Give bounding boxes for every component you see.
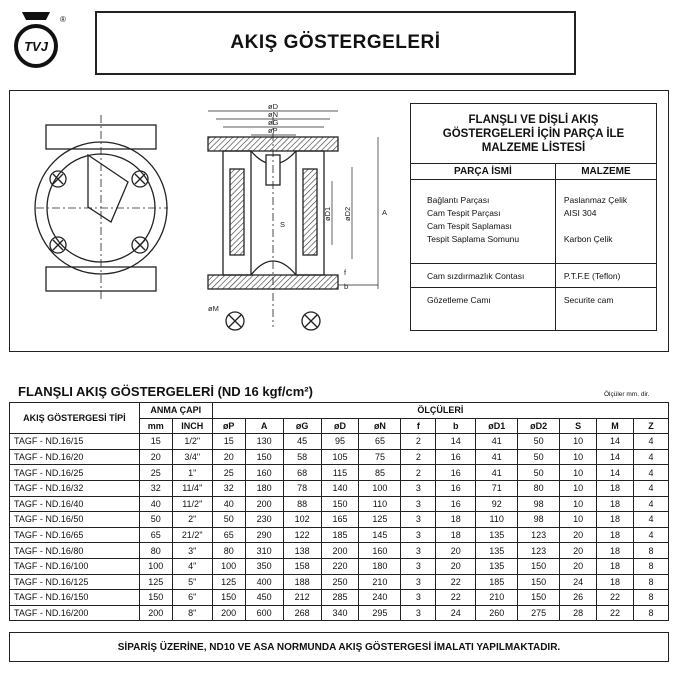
value-cell: 18 [436, 512, 476, 528]
svg-text:øP: øP [268, 126, 278, 135]
table-row [10, 605, 669, 621]
value-cell: 210 [359, 574, 401, 590]
value-cell: 260 [476, 605, 518, 621]
value-cell: 123 [518, 543, 560, 559]
value-cell: 20 [436, 543, 476, 559]
value-cell: 200 [212, 605, 245, 621]
value-cell: 310 [245, 543, 283, 559]
value-cell: 180 [359, 558, 401, 574]
value-cell: 65 [212, 527, 245, 543]
svg-text:b: b [344, 282, 349, 291]
value-cell: 15 [212, 434, 245, 450]
value-cell: 268 [283, 605, 321, 621]
technical-drawing [18, 97, 410, 347]
table-row [10, 590, 669, 606]
value-cell: 16 [436, 449, 476, 465]
subheader-cell: øN [359, 418, 401, 434]
value-cell: 10 [560, 480, 597, 496]
value-cell: 100 [139, 558, 172, 574]
value-cell: 3 [401, 496, 436, 512]
value-cell: 4 [633, 496, 668, 512]
value-cell: 160 [245, 465, 283, 481]
value-cell: 3 [401, 605, 436, 621]
svg-text:f: f [344, 268, 347, 277]
value-cell: 14 [597, 465, 634, 481]
value-cell: 123 [518, 527, 560, 543]
svg-text:A: A [382, 208, 388, 217]
subheader-cell: øD [321, 418, 359, 434]
header-tip: AKIŞ GÖSTERGESİ TİPİ [10, 403, 140, 434]
value-cell: 4 [633, 449, 668, 465]
value-cell: 125 [139, 574, 172, 590]
table-row [10, 496, 669, 512]
value-cell: 18 [597, 543, 634, 559]
table-row [10, 434, 669, 450]
value-cell: 5" [172, 574, 212, 590]
value-cell: 1/2" [172, 434, 212, 450]
value-cell: 25 [212, 465, 245, 481]
value-cell: 45 [283, 434, 321, 450]
value-cell: 150 [139, 590, 172, 606]
value-cell: 92 [476, 496, 518, 512]
value-cell: 3 [401, 558, 436, 574]
value-cell: 10 [560, 465, 597, 481]
value-cell: 600 [245, 605, 283, 621]
value-cell: 130 [245, 434, 283, 450]
value-cell: 350 [245, 558, 283, 574]
svg-text:®: ® [60, 15, 66, 24]
value-cell: 150 [518, 574, 560, 590]
value-cell: 65 [139, 527, 172, 543]
value-cell: 24 [560, 574, 597, 590]
section-view [208, 117, 338, 330]
type-cell: TAGF - ND.16/50 [10, 512, 140, 528]
value-cell: 150 [321, 496, 359, 512]
value-cell: 24 [436, 605, 476, 621]
value-cell: 100 [212, 558, 245, 574]
value-cell: 240 [359, 590, 401, 606]
value-cell: 18 [597, 527, 634, 543]
header-anma: ANMA ÇAPI [139, 403, 212, 419]
value-cell: 41 [476, 449, 518, 465]
value-cell: 4 [633, 465, 668, 481]
value-cell: 20 [560, 543, 597, 559]
type-cell: TAGF - ND.16/100 [10, 558, 140, 574]
value-cell: 145 [359, 527, 401, 543]
type-cell: TAGF - ND.16/200 [10, 605, 140, 621]
value-cell: 32 [139, 480, 172, 496]
parts-row: Gözetleme Camı Securite cam [411, 288, 656, 330]
value-cell: 16 [436, 496, 476, 512]
value-cell: 290 [245, 527, 283, 543]
front-view [35, 115, 168, 302]
value-cell: 138 [283, 543, 321, 559]
page-title: AKIŞ GÖSTERGELERİ [95, 11, 576, 75]
svg-text:S: S [280, 220, 286, 229]
subheader-cell: S [560, 418, 597, 434]
value-cell: 18 [597, 496, 634, 512]
type-cell: TAGF - ND.16/40 [10, 496, 140, 512]
table-row [10, 512, 669, 528]
value-cell: 6" [172, 590, 212, 606]
subheader-cell: f [401, 418, 436, 434]
value-cell: 3" [172, 543, 212, 559]
subheader-cell: øP [212, 418, 245, 434]
value-cell: 85 [359, 465, 401, 481]
value-cell: 50 [139, 512, 172, 528]
value-cell: 200 [139, 605, 172, 621]
svg-text:øG: øG [268, 118, 279, 127]
value-cell: 8 [633, 558, 668, 574]
subheader-cell: INCH [172, 418, 212, 434]
value-cell: 150 [245, 449, 283, 465]
value-cell: 110 [476, 512, 518, 528]
subheader-cell: M [597, 418, 634, 434]
table-row [10, 449, 669, 465]
value-cell: 11/2" [172, 496, 212, 512]
value-cell: 80 [518, 480, 560, 496]
value-cell: 50 [518, 465, 560, 481]
footer-note: SİPARİŞ ÜZERİNE, ND10 VE ASA NORMUNDA AKIŞ GÖSTERGESİ İMALATI YAPILMAKTADIR. [9, 632, 669, 662]
value-cell: 150 [212, 590, 245, 606]
value-cell: 200 [321, 543, 359, 559]
svg-text:øM: øM [208, 304, 219, 313]
units-note: Ölçüler mm. dir. [604, 391, 650, 398]
value-cell: 2" [172, 512, 212, 528]
value-cell: 20 [560, 527, 597, 543]
value-cell: 102 [283, 512, 321, 528]
table-row [10, 480, 669, 496]
type-cell: TAGF - ND.16/25 [10, 465, 140, 481]
value-cell: 20 [139, 449, 172, 465]
value-cell: 98 [518, 512, 560, 528]
value-cell: 75 [359, 449, 401, 465]
value-cell: 20 [212, 449, 245, 465]
value-cell: 3 [401, 512, 436, 528]
value-cell: 185 [476, 574, 518, 590]
value-cell: 105 [321, 449, 359, 465]
svg-text:TVJ: TVJ [24, 39, 48, 54]
value-cell: 20 [436, 558, 476, 574]
value-cell: 4 [633, 480, 668, 496]
value-cell: 125 [212, 574, 245, 590]
value-cell: 8" [172, 605, 212, 621]
value-cell: 40 [139, 496, 172, 512]
table-row [10, 527, 669, 543]
value-cell: 26 [560, 590, 597, 606]
value-cell: 3 [401, 480, 436, 496]
table-title: FLANŞLI AKIŞ GÖSTERGELERİ (ND 16 kgf/cm²) [18, 384, 313, 399]
value-cell: 3 [401, 574, 436, 590]
value-cell: 400 [245, 574, 283, 590]
parts-list-header: PARÇA İSMİ MALZEME [411, 164, 656, 180]
value-cell: 18 [597, 480, 634, 496]
parts-list [410, 103, 657, 331]
value-cell: 135 [476, 527, 518, 543]
value-cell: 2 [401, 465, 436, 481]
value-cell: 22 [436, 590, 476, 606]
type-cell: TAGF - ND.16/125 [10, 574, 140, 590]
value-cell: 98 [518, 496, 560, 512]
value-cell: 150 [518, 558, 560, 574]
table-row [10, 543, 669, 559]
value-cell: 16 [436, 465, 476, 481]
value-cell: 212 [283, 590, 321, 606]
value-cell: 14 [597, 434, 634, 450]
value-cell: 295 [359, 605, 401, 621]
value-cell: 50 [518, 434, 560, 450]
value-cell: 110 [359, 496, 401, 512]
value-cell: 78 [283, 480, 321, 496]
value-cell: 2 [401, 434, 436, 450]
type-cell: TAGF - ND.16/150 [10, 590, 140, 606]
value-cell: 135 [476, 558, 518, 574]
spec-table [9, 402, 669, 621]
svg-text:øN: øN [268, 110, 278, 119]
value-cell: 125 [359, 512, 401, 528]
value-cell: 8 [633, 574, 668, 590]
value-cell: 220 [321, 558, 359, 574]
value-cell: 14 [436, 434, 476, 450]
value-cell: 4" [172, 558, 212, 574]
svg-text:øD1: øD1 [323, 206, 332, 221]
value-cell: 25 [139, 465, 172, 481]
parts-list-title: FLANŞLI VE DİŞLİ AKIŞ GÖSTERGELERİ İÇİN PARÇA İLE MALZEME LİSTESİ [411, 104, 656, 164]
type-cell: TAGF - ND.16/65 [10, 527, 140, 543]
value-cell: 180 [245, 480, 283, 496]
value-cell: 20 [560, 558, 597, 574]
value-cell: 22 [597, 605, 634, 621]
value-cell: 100 [359, 480, 401, 496]
value-cell: 10 [560, 512, 597, 528]
value-cell: 122 [283, 527, 321, 543]
svg-text:øD: øD [268, 102, 278, 111]
value-cell: 188 [283, 574, 321, 590]
table-row [10, 574, 669, 590]
value-cell: 250 [321, 574, 359, 590]
type-cell: TAGF - ND.16/80 [10, 543, 140, 559]
subheader-cell: øD2 [518, 418, 560, 434]
value-cell: 95 [321, 434, 359, 450]
value-cell: 2 [401, 449, 436, 465]
value-cell: 88 [283, 496, 321, 512]
type-cell: TAGF - ND.16/15 [10, 434, 140, 450]
value-cell: 32 [212, 480, 245, 496]
value-cell: 18 [597, 512, 634, 528]
value-cell: 4 [633, 434, 668, 450]
value-cell: 275 [518, 605, 560, 621]
value-cell: 10 [560, 434, 597, 450]
header-olculer: ÖLÇÜLERİ [212, 403, 668, 419]
value-cell: 230 [245, 512, 283, 528]
value-cell: 71 [476, 480, 518, 496]
type-cell: TAGF - ND.16/20 [10, 449, 140, 465]
value-cell: 21/2" [172, 527, 212, 543]
value-cell: 22 [436, 574, 476, 590]
value-cell: 11/4" [172, 480, 212, 496]
value-cell: 158 [283, 558, 321, 574]
value-cell: 185 [321, 527, 359, 543]
parts-row: Bağlantı Parçası Cam Tespit Parçası Cam Tespit Saplaması Tespit Saplama Somunu Paslanmaz Çelik AISI 304 Karbon Çelik [411, 180, 656, 264]
subheader-cell: Z [633, 418, 668, 434]
value-cell: 65 [359, 434, 401, 450]
value-cell: 10 [560, 449, 597, 465]
value-cell: 58 [283, 449, 321, 465]
value-cell: 14 [597, 449, 634, 465]
svg-text:øD2: øD2 [343, 206, 352, 221]
subheader-cell: øD1 [476, 418, 518, 434]
value-cell: 150 [518, 590, 560, 606]
value-cell: 4 [633, 527, 668, 543]
value-cell: 115 [321, 465, 359, 481]
value-cell: 15 [139, 434, 172, 450]
value-cell: 18 [597, 558, 634, 574]
value-cell: 450 [245, 590, 283, 606]
value-cell: 40 [212, 496, 245, 512]
value-cell: 135 [476, 543, 518, 559]
value-cell: 16 [436, 480, 476, 496]
table-row [10, 558, 669, 574]
value-cell: 68 [283, 465, 321, 481]
subheader-cell: mm [139, 418, 172, 434]
table-row [10, 465, 669, 481]
value-cell: 3 [401, 543, 436, 559]
value-cell: 80 [212, 543, 245, 559]
value-cell: 3/4" [172, 449, 212, 465]
value-cell: 18 [436, 527, 476, 543]
subheader-cell: øG [283, 418, 321, 434]
value-cell: 50 [518, 449, 560, 465]
value-cell: 18 [597, 574, 634, 590]
value-cell: 28 [560, 605, 597, 621]
value-cell: 3 [401, 527, 436, 543]
value-cell: 200 [245, 496, 283, 512]
value-cell: 3 [401, 590, 436, 606]
value-cell: 340 [321, 605, 359, 621]
value-cell: 210 [476, 590, 518, 606]
value-cell: 41 [476, 465, 518, 481]
type-cell: TAGF - ND.16/32 [10, 480, 140, 496]
value-cell: 8 [633, 590, 668, 606]
value-cell: 1" [172, 465, 212, 481]
value-cell: 140 [321, 480, 359, 496]
value-cell: 80 [139, 543, 172, 559]
company-logo [12, 8, 66, 70]
value-cell: 285 [321, 590, 359, 606]
value-cell: 50 [212, 512, 245, 528]
value-cell: 4 [633, 512, 668, 528]
parts-row: Cam sızdırmazlık Contası P.T.F.E (Teflon) [411, 264, 656, 288]
value-cell: 41 [476, 434, 518, 450]
value-cell: 10 [560, 496, 597, 512]
value-cell: 22 [597, 590, 634, 606]
subheader-cell: A [245, 418, 283, 434]
subheader-cell: b [436, 418, 476, 434]
value-cell: 160 [359, 543, 401, 559]
value-cell: 8 [633, 543, 668, 559]
value-cell: 8 [633, 605, 668, 621]
value-cell: 165 [321, 512, 359, 528]
